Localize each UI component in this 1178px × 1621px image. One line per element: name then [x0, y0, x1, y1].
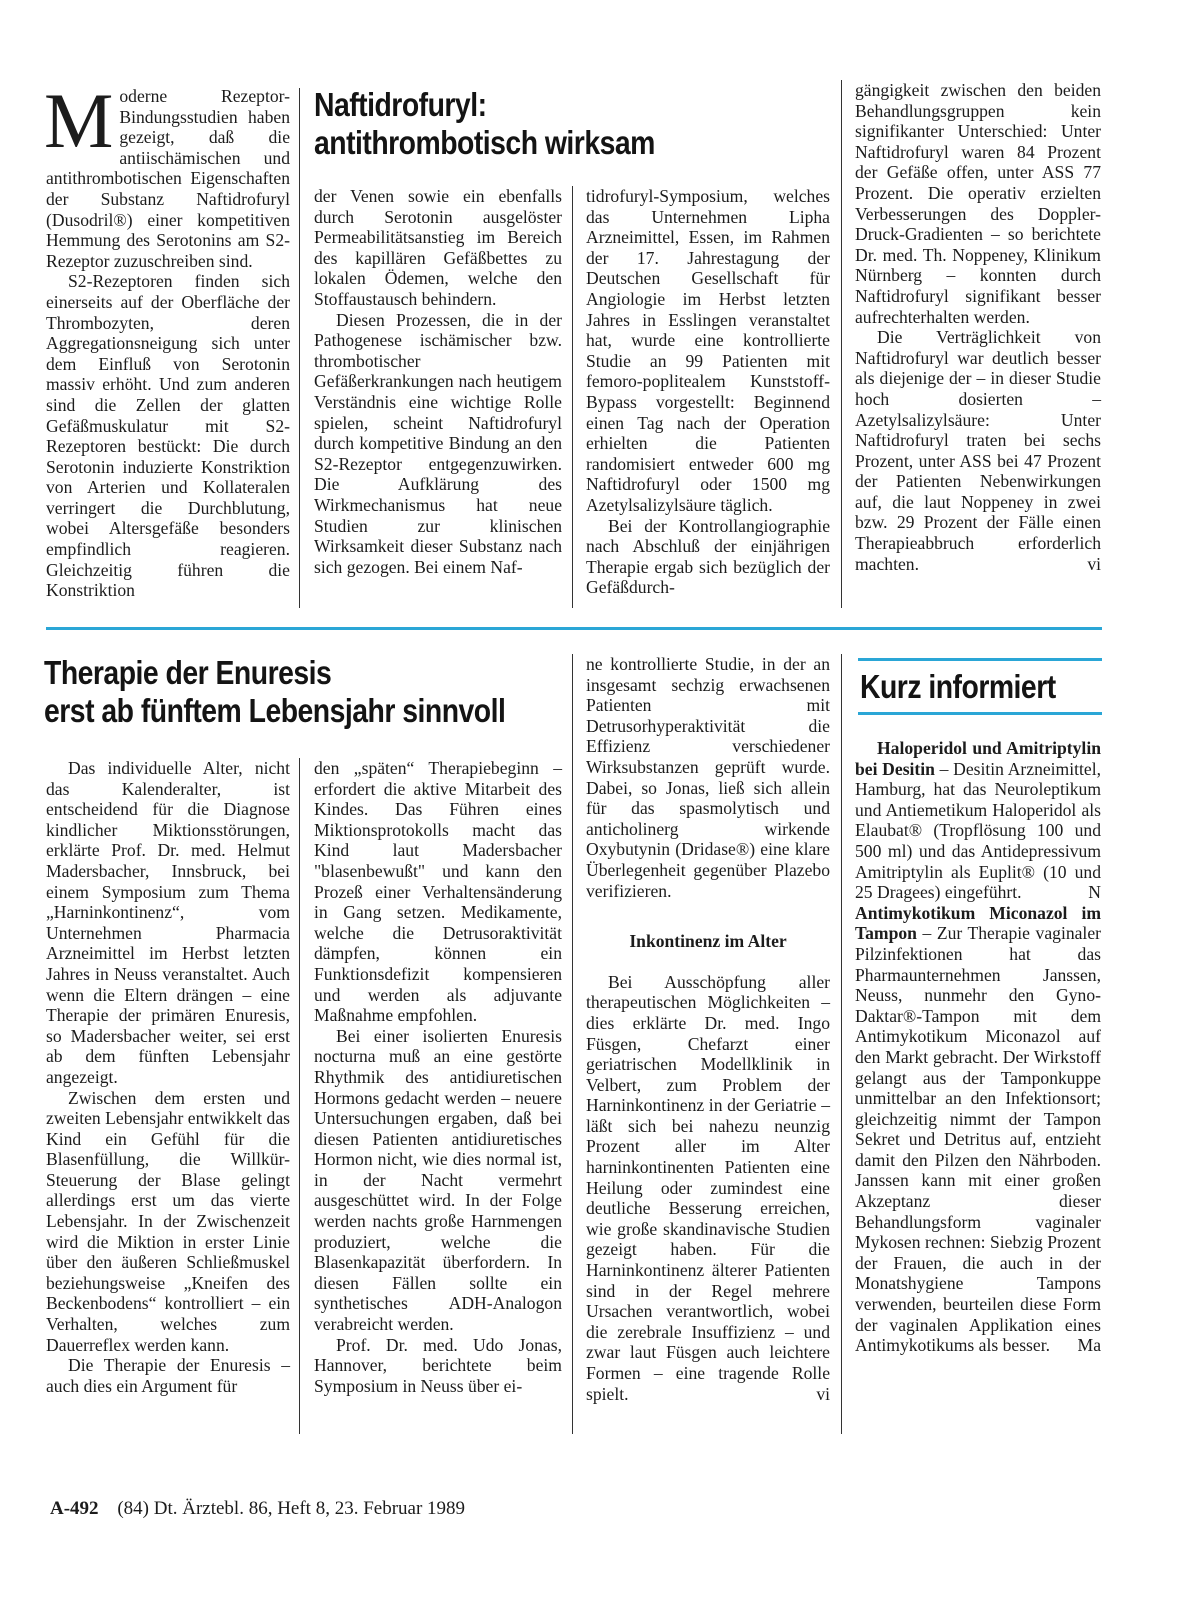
article2-paragraph-2: Zwischen dem ersten und zweiten Lebensjahr entwikkelt das Kind ein Gefühl für die Blasenfüllung, die Willkür-Steuerung der Blase gelingt allerdings erst um das vierte Lebensjahr. In der Zwischenzeit wird die Miktion in erster Linie über den äußeren Schließmuskel beziehungsweise „Kneifen des Beckenbodens“ kontrolliert – ein Verhalten, welches zum Dauerreflex werden kann. — [46, 1087, 290, 1355]
page-footer — [50, 1498, 465, 1520]
article2-paragraph-4: den „späten“ Therapiebeginn – erfordert die aktive Mitarbeit des Kindes. Das Führen eines Miktionsprotokolls macht das Kind laut Madersbacher "blasenbewußt" und kann den Prozeß einer Verhaltensänderung in Gang setzen. Medikamente, welche die Detrusoraktivität dämpfen, können ein Funktionsdefizit kompensieren und werden als adjuvante Maßnahme empfohlen. — [314, 758, 562, 1026]
article1-headline: Naftidrofuryl: antithrombotisch wirksam — [314, 86, 655, 161]
article1-paragraph-5: tidrofuryl-Symposium, welches das Unternehmen Lipha Arzneimittel, Essen, im Rahmen der 17. Jahrestagung der Deutschen Gesellschaft für Angiologie im Herbst letzten Jahres in Esslingen veranstaltet hat, wurde eine kontrollierte Studie an 99 Patienten mit femoro-poplitealem Kunststoff-Bypass vorgestellt: Beginnend einen Tag nach der Operation erhielten die Patienten randomisiert entweder 600 mg Naftidrofuryl oder 1500 mg Azetylsalizylsäure täglich. — [586, 186, 830, 515]
section-divider — [46, 627, 1102, 630]
article1-column-3 — [586, 186, 830, 598]
column-divider — [841, 80, 842, 608]
kurz-item-2: Antimykotikum Miconazol im Tampon – Zur Therapie vaginaler Pilzinfektionen hat das Pharmaunternehmen Janssen, Neuss, nunmehr den Gyno-Daktar®-Tampon mit dem Antimykotikum Miconazol auf den Markt gebracht. Der Wirkstoff gelangt aus der Tamponkuppe unmittelbar an den Infektionsort; gleichzeitig nimmt der Tampon Sekret und Detritus auf, entzieht damit den Pilzen den Nährboden. Janssen kann mit einer großen Akzeptanz dieser Behandlungsform vaginaler Mykosen rechnen: Siebzig Prozent der Frauen, die auch in der Monatshygiene Tampons verwenden, beurteilen diese Form der vaginalen Applikation eines Antimykotikums als besser. Ma — [855, 902, 1101, 1356]
article1-column-2 — [314, 186, 562, 577]
column-divider — [299, 88, 300, 608]
kurz-informiert-title: Kurz informiert — [860, 668, 1056, 705]
article1-paragraph-4: Diesen Prozessen, die in der Pathogenese ischämischer bzw. thrombotischer Gefäßerkrankungen nach heutigem Verständnis eine wichtige Rolle spielen, scheint Naftidrofuryl durch kompetitive Bindung an den S2-Rezeptor entgegenzuwirken. Die Aufklärung des Wirkmechanismus hat neue Studien zur klinischen Wirksamkeit dieser Substanz nach sich gezogen. Bei einem Naf- — [314, 309, 562, 577]
column-divider — [841, 654, 842, 1434]
article1-paragraph-2: S2-Rezeptoren finden sich einerseits auf der Oberfläche der Thrombozyten, deren Aggregationsneigung sich unter dem Einfluß von Serotonin massiv erhöht. Und zum anderen sind die Zellen der glatten Gefäßmuskulatur mit S2-Rezeptoren bestückt: Die durch Serotonin induzierte Konstriktion von Arterien und Kollateralen verringert die Durchblutung, wobei Altersgefäße besonders empfindlich reagieren. Gleichzeitig führen die Konstriktion — [46, 271, 290, 601]
article2-paragraph-3: Die Therapie der Enuresis – auch dies ein Argument für — [46, 1355, 290, 1396]
article1-column-1 — [44, 77, 290, 601]
page-number: A-492 — [50, 1498, 99, 1519]
article2-headline: Therapie der Enuresis erst ab fünftem Lebensjahr sinnvoll — [44, 654, 506, 729]
article2-column-2 — [314, 758, 562, 1396]
article1-paragraph-7: gängigkeit zwischen den beiden Behandlungsgruppen kein signifikanter Unterschied: Unter Naftidrofuryl waren 84 Prozent der Gefäße offen, unter ASS 77 Prozent. Die operativ erzielten Verbesserungen des Doppler-Druck-Gradienten – so berichtete Dr. med. Th. Noppeney, Klinikum Nürnberg – konnten durch Naftidrofuryl signifikant besser aufrechterhalten werden. — [855, 80, 1101, 327]
author-signature: N — [1088, 882, 1101, 903]
column-divider — [572, 654, 573, 1434]
article2-column-3 — [586, 654, 830, 1404]
kurz-item-1: Haloperidol und Amitriptylin bei Desitin – Desitin Arzneimittel, Hamburg, hat das Neuroleptikum und Antiemetikum Haloperidol als Elaubat® (Tropflösung 100 und 500 ml) und das Antidepressivum Amitriptylin als Euplit® (10 und 25 Dragees) eingeführt. N — [855, 738, 1102, 903]
article2-paragraph-8: Bei Ausschöpfung aller therapeutischen Möglichkeiten – dies erklärte Dr. med. Ingo Füsgen, Chefarzt einer geriatrischen Modellklinik in Velbert, zum Problem der Harninkontinenz in der Geriatrie – läßt sich bei nahezu neunzig Prozent aller im Alter harninkontinenten Patienten eine Heilung oder zumindest eine deutliche Besserung erreichen, wie große skandinavische Studien gezeigt haben. Für die Harninkontinenz älterer Patienten sind in der Regel mehrere Ursachen verantwortlich, wobei die zerebrale Insuffizienz – und zwar laut Füsgen auch leichtere Formen – eine tragende Rolle spielt. vi — [586, 971, 830, 1404]
article2-paragraph-7: ne kontrollierte Studie, in der an insgesamt sechzig erwachsenen Patienten mit Detrusorhyperaktivität die Effizienz verschiedener Wirksubstanzen geprüft wurde. Dabei, so Jonas, ließ sich allein für das spasmolytisch und anticholinerg wirkende Oxybutynin (Dridase®) eine klare Überlegenheit gegenüber Plazebo verifizieren. — [586, 654, 830, 901]
article2-subheading: Inkontinenz im Alter — [629, 931, 787, 952]
author-signature: vi — [816, 1383, 830, 1404]
box-bottom-rule — [858, 712, 1102, 715]
kurz-column — [855, 738, 1101, 1356]
article1-paragraph-6: Bei der Kontrollangiographie nach Abschluß der einjährigen Therapie ergab sich bezüglich der Gefäßdurch- — [586, 515, 830, 598]
dropcap-letter: M — [44, 77, 114, 164]
article2-paragraph-5: Bei einer isolierten Enuresis nocturna muß an eine gestörte Rhythmik des antidiuretischen Hormons gedacht werden – neuere Untersuchungen ergaben, daß bei diesen Patienten antidiuretisches Hormon nicht, wie dies normal ist, in der Nacht vermehrt ausgeschüttet wird. In der Folge werden nachts große Harnmengen produziert, welche die Blasenkapazität überfordern. In diesen Fällen sollte ein synthetisches ADH-Analogon verabreicht werden. — [314, 1025, 562, 1335]
article1-paragraph-1: Moderne Rezeptor-Bindungsstudien haben gezeigt, daß die antiischämischen und antithrombotischen Eigenschaften der Substanz Naftidrofuryl (Dusodril®) einer kompetitiven Hemmung des Serotonins am S2-Rezeptor zuzuschreiben sind. — [44, 77, 290, 271]
author-signature: vi — [1087, 553, 1101, 574]
publication-info: (84) Dt. Ärztebl. 86, Heft 8, 23. Februar 1989 — [117, 1498, 466, 1519]
box-top-rule — [858, 658, 1102, 661]
article1-paragraph-3: der Venen sowie ein ebenfalls durch Serotonin ausgelöster Permeabilitätsanstieg im Bereich des kapillären Gefäßbettes zu lokalen Ödemen, welche den Stoffaustausch behindern. — [314, 186, 562, 309]
article2-column-1 — [46, 758, 290, 1396]
article1-column-4 — [855, 80, 1101, 574]
column-divider — [572, 186, 573, 608]
article2-paragraph-6: Prof. Dr. med. Udo Jonas, Hannover, berichtete beim Symposium in Neuss über ei- — [314, 1334, 562, 1396]
column-divider — [299, 758, 300, 1434]
author-signature: Ma — [1077, 1335, 1101, 1356]
article2-paragraph-1: Das individuelle Alter, nicht das Kalenderalter, ist entscheidend für die Diagnose kindlicher Miktionsstörungen, erklärte Prof. Dr. med. Helmut Madersbacher, Innsbruck, bei einem Symposium zum Thema „Harninkontinenz“, vom Unternehmen Pharmacia Arzneimittel im Herbst letzten Jahres in Neuss veranstaltet. Auch wenn die Eltern drängen – eine Therapie der primären Enuresis, so Madersbacher weiter, sei erst ab dem fünften Lebensjahr angezeigt. — [46, 758, 290, 1087]
article1-paragraph-8: Die Verträglichkeit von Naftidrofuryl war deutlich besser als diejenige der – in dieser Studie hoch dosierten – Azetylsalizylsäure: Unter Naftidrofuryl traten bei sechs Prozent, unter ASS bei 47 Prozent der Patienten Nebenwirkungen auf, die laut Noppeney in zwei bzw. 29 Prozent der Fälle einen Therapieabbruch erforderlich machten. vi — [855, 327, 1101, 574]
